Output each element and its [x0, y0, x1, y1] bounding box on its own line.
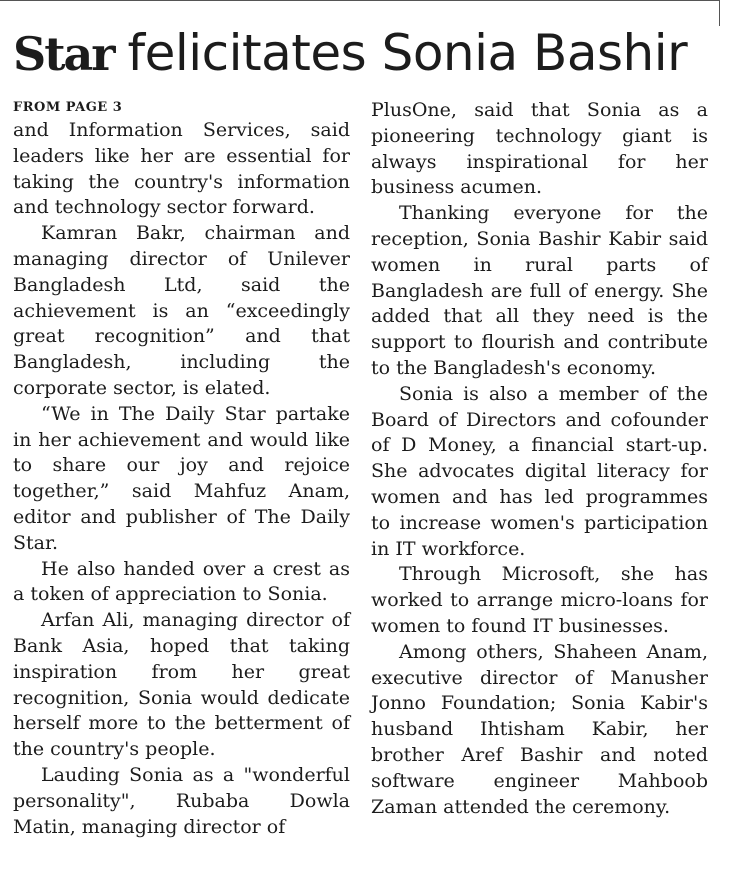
- headline: [13, 24, 713, 92]
- paragraph: He also handed over a crest as a token of appreciation to Sonia.: [13, 557, 350, 606]
- from-page-label: FROM PAGE 3: [13, 100, 123, 115]
- paragraph: Lauding Sonia as a "wonderful personality", Rubaba Dowla Matin, managing director of: [13, 763, 350, 838]
- paragraph: Thanking everyone for the reception, Sonia Bashir Kabir said women in rural parts of Bangladesh are full of energy. She added that all they need is the support to flourish and contribute to the Bangladesh's economy.: [371, 202, 708, 379]
- corner-rule: [719, 0, 720, 26]
- paragraph: PlusOne, said that Sonia as a pioneering technology giant is always inspirational for her business acumen.: [371, 99, 708, 199]
- article-column-left: [13, 98, 350, 840]
- paragraph: “We in The Daily Star partake in her achievement and would like to share our joy and rejoice together,” said Mahfuz Anam, editor and publisher of The Daily Star.: [13, 402, 350, 554]
- paragraph: and Information Services, said leaders like her are essential for taking the country's information and technology sector forward.: [13, 119, 350, 219]
- paragraph: Among others, Shaheen Anam, executive director of Manusher Jonno Foundation; Sonia Kabir's husband Ihtisham Kabir, her brother Aref Bashir and noted software engineer Mahboob Zaman attended the ceremony.: [371, 640, 708, 818]
- paragraph: Through Microsoft, she has worked to arrange micro-loans for women to found IT businesses.: [371, 563, 708, 637]
- paragraph: Sonia is also a member of the Board of Directors and cofounder of D Money, a financial start-up. She advocates digital literacy for women and has led programmes to increase women's participation in IT workforce.: [371, 382, 708, 560]
- top-rule: [0, 0, 719, 1]
- article-column-right: [371, 98, 708, 820]
- paragraph: Kamran Bakr, chairman and managing director of Unilever Bangladesh Ltd, said the achievement is an “exceedingly great recognition” and that Bangladesh, including the corporate sector, is elated.: [13, 222, 350, 399]
- star-masthead-logo: Star: [13, 27, 114, 81]
- headline-title: felicitates Sonia Bashir: [127, 24, 688, 82]
- paragraph: Arfan Ali, managing director of Bank Asia, hoped that taking inspiration from her great recognition, Sonia would dedicate herself more to the betterment of the country's people.: [13, 609, 350, 761]
